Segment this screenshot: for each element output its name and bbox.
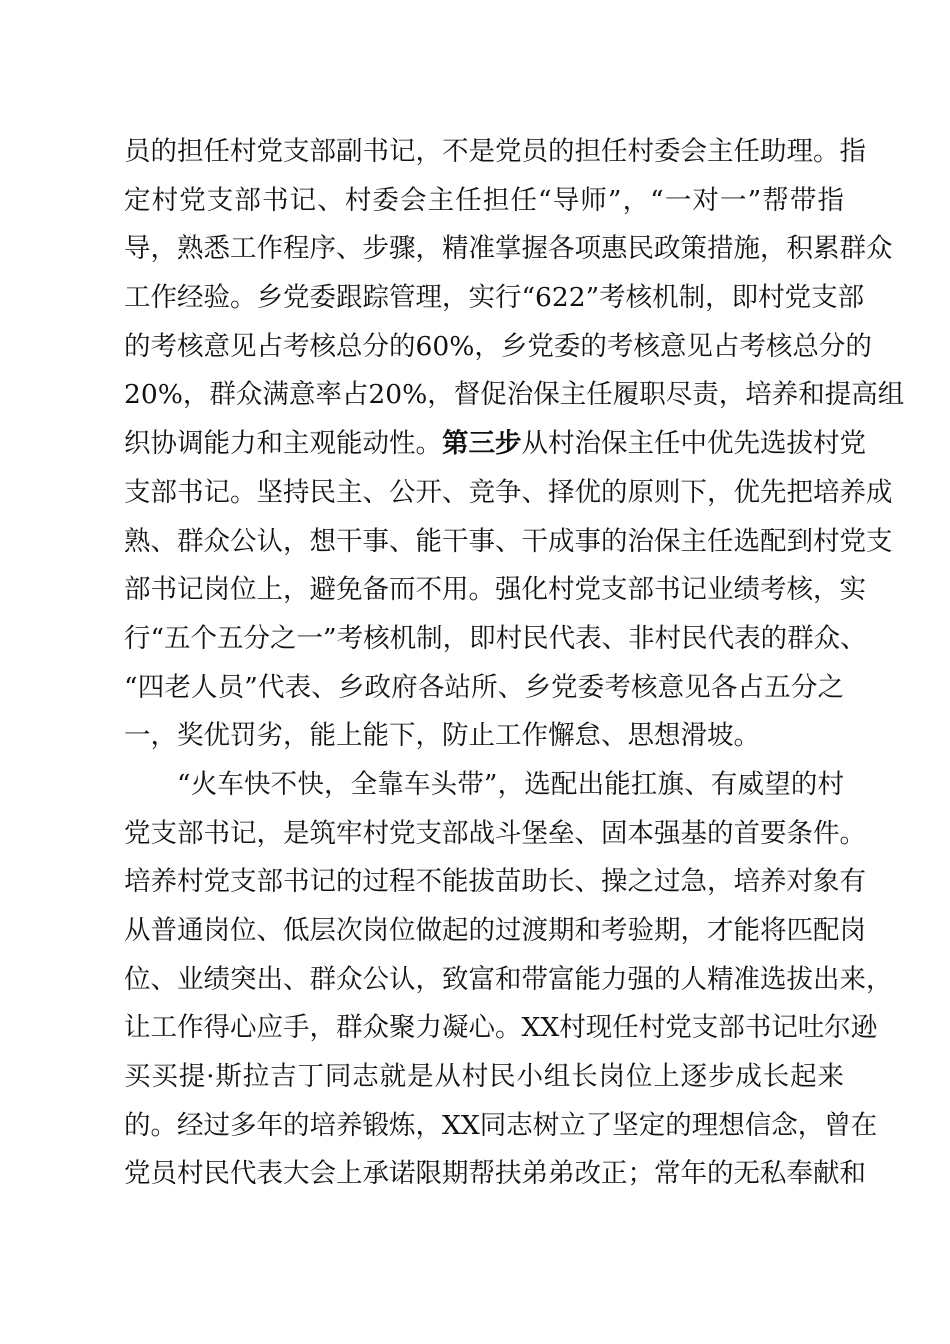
text-line: 党员村民代表大会上承诺限期帮扶弟弟改正；常年的无私奉献和 <box>124 1158 866 1190</box>
text-line-last: 一，奖优罚劣，能上能下，防止工作懈怠、思想滑坡。 <box>124 720 760 752</box>
text-line: 位、业绩突出、群众公认，致富和带富能力强的人精准选拔出来， <box>124 963 893 995</box>
text-line: 培养村党支部书记的过程不能拔苗助长、操之过急，培养对象有 <box>124 866 866 898</box>
text-segment: 从村治保主任中优先选拔村党 <box>521 428 866 460</box>
text-line: “四老人员”代表、乡政府各站所、乡党委考核意见各占五分之 <box>124 671 844 703</box>
text-line: 党支部书记，是筑牢村党支部战斗堡垒、固本强基的首要条件。 <box>124 817 866 849</box>
text-line: 熟、群众公认，想干事、能干事、干成事的治保主任选配到村党支 <box>124 525 893 557</box>
text-line: 导，熟悉工作程序、步骤，精准掌握各项惠民政策措施，积累群众 <box>124 233 893 265</box>
text-line: 工作经验。乡党委跟踪管理，实行“622”考核机制，即村党支部 <box>124 282 865 314</box>
text-line: 让工作得心应手，群众聚力凝心。XX村现任村党支部书记吐尔逊 <box>124 1012 878 1044</box>
step-three-label: 第三步 <box>442 428 522 460</box>
text-segment: 织协调能力和主观能动性。 <box>124 428 442 460</box>
paragraph-2 <box>124 761 893 1199</box>
text-line: 20%，群众满意率占20%，督促治保主任履职尽责，培养和提高组 <box>124 379 905 411</box>
text-line: 定村党支部书记、村委会主任担任“导师”，“一对一”帮带指 <box>124 184 844 216</box>
text-line-with-bold <box>124 420 866 469</box>
text-line-indented: “火车快不快，全靠车头带”，选配出能扛旗、有威望的村 <box>177 768 844 800</box>
text-line: 员的担任村党支部副书记，不是党员的担任村委会主任助理。指 <box>124 136 866 167</box>
text-line: 买买提·斯拉吉丁同志就是从村民小组长岗位上逐步成长起来 <box>124 1061 844 1093</box>
body-text <box>124 128 905 1199</box>
text-line: 的考核意见占考核总分的60%，乡党委的考核意见占考核总分的 <box>124 330 872 362</box>
text-line: 从普通岗位、低层次岗位做起的过渡期和考验期，才能将匹配岗 <box>124 915 866 946</box>
text-line: 行“五个五分之一”考核机制，即村民代表、非村民代表的群众、 <box>124 622 867 654</box>
text-line: 部书记岗位上，避免备而不用。强化村党支部书记业绩考核，实 <box>124 574 866 606</box>
text-line: 支部书记。坚持民主、公开、竞争、择优的原则下，优先把培养成 <box>124 476 893 508</box>
text-line: 的。经过多年的培养锻炼，XX同志树立了坚定的理想信念，曾在 <box>124 1109 878 1141</box>
paragraph-1 <box>124 128 905 761</box>
